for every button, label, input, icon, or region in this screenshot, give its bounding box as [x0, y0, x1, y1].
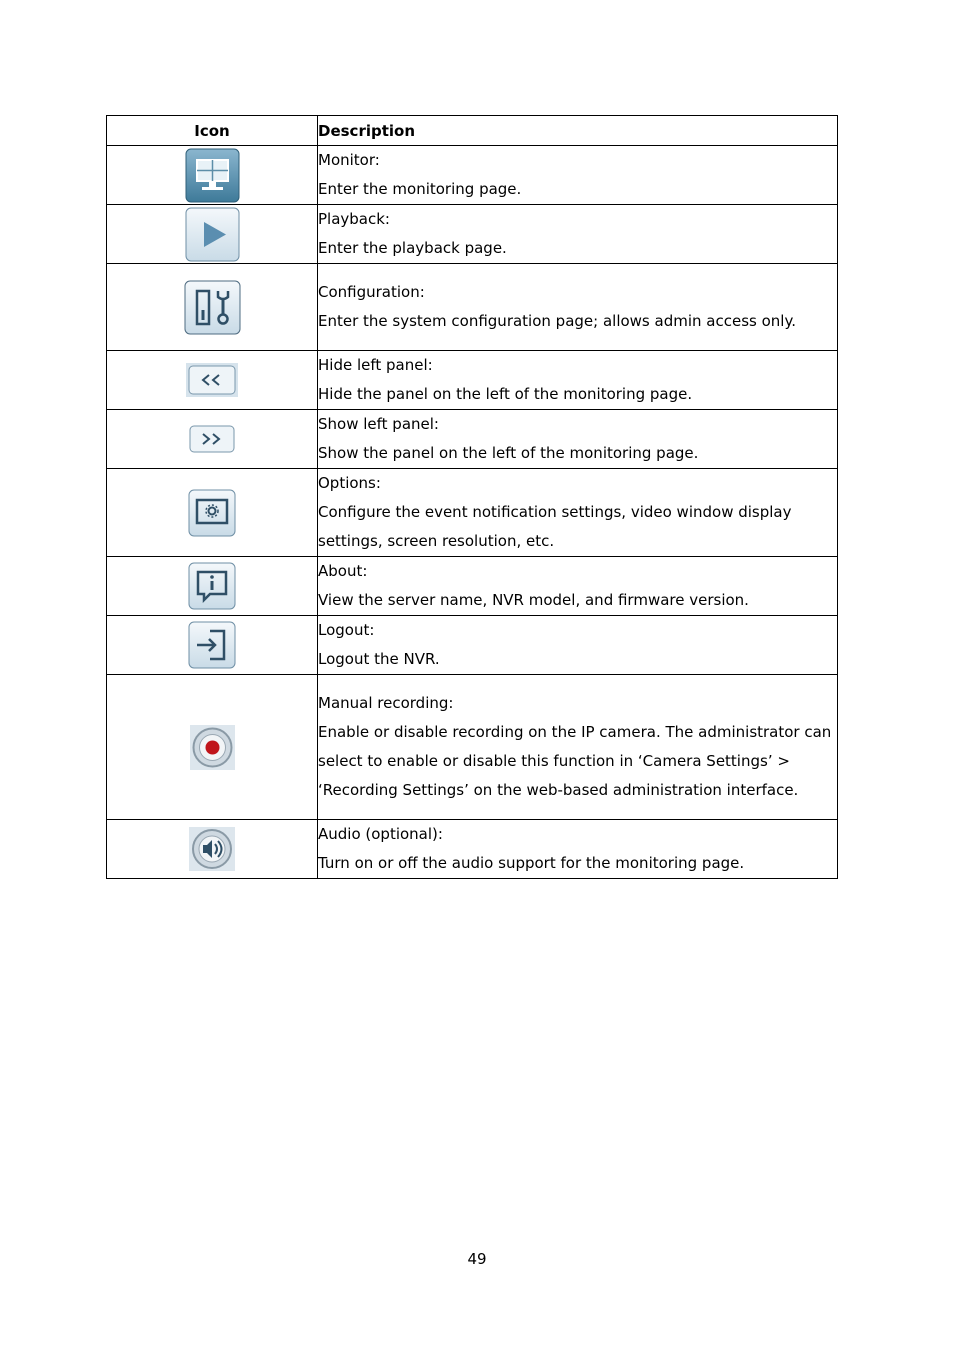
playback-icon — [185, 207, 240, 262]
table-row — [107, 557, 838, 616]
row-title: Configuration: — [318, 283, 425, 301]
row-description: Enter the system configuration page; allows admin access only. — [318, 312, 796, 330]
icon-description-table — [106, 115, 838, 879]
about-icon — [188, 562, 236, 610]
audio-icon — [189, 827, 235, 871]
table-row — [107, 351, 838, 410]
row-description: Enter the playback page. — [318, 239, 507, 257]
row-title: Manual recording: — [318, 694, 454, 712]
row-title: Show left panel: — [318, 415, 439, 433]
table-row — [107, 264, 838, 351]
table-row — [107, 146, 838, 205]
row-title: Options: — [318, 474, 381, 492]
row-description: Hide the panel on the left of the monitoring page. — [318, 385, 693, 403]
table-header-row — [107, 116, 838, 146]
table-row — [107, 820, 838, 879]
row-title: Audio (optional): — [318, 825, 443, 843]
row-description: Configure the event notification settings, video window display settings, screen resolution, etc. — [318, 503, 792, 550]
page-number: 49 — [467, 1250, 487, 1268]
configuration-icon — [184, 280, 241, 335]
row-description: Show the panel on the left of the monitoring page. — [318, 444, 699, 462]
show-left-panel-icon — [189, 425, 235, 453]
logout-icon — [188, 621, 236, 669]
row-description: Enable or disable recording on the IP camera. The administrator can select to enable or disable this function in ‘Camera Settings’ > ‘Recording Settings’ on the web-based administration interface. — [318, 723, 832, 799]
row-description: Logout the NVR. — [318, 650, 440, 668]
row-title: Hide left panel: — [318, 356, 433, 374]
row-description: Enter the monitoring page. — [318, 180, 522, 198]
table-row — [107, 616, 838, 675]
table-row — [107, 205, 838, 264]
row-title: Logout: — [318, 621, 375, 639]
hide-left-panel-icon — [186, 363, 238, 397]
row-title: About: — [318, 562, 368, 580]
monitor-icon — [185, 148, 240, 203]
header-icon: Icon — [107, 116, 318, 146]
table-row — [107, 410, 838, 469]
row-title: Monitor: — [318, 151, 380, 169]
record-icon — [190, 725, 235, 770]
row-description: View the server name, NVR model, and firmware version. — [318, 591, 749, 609]
header-description: Description — [318, 116, 838, 146]
table-row — [107, 469, 838, 557]
row-description: Turn on or off the audio support for the monitoring page. — [318, 854, 745, 872]
options-icon — [188, 489, 236, 537]
table-row — [107, 675, 838, 820]
row-title: Playback: — [318, 210, 390, 228]
